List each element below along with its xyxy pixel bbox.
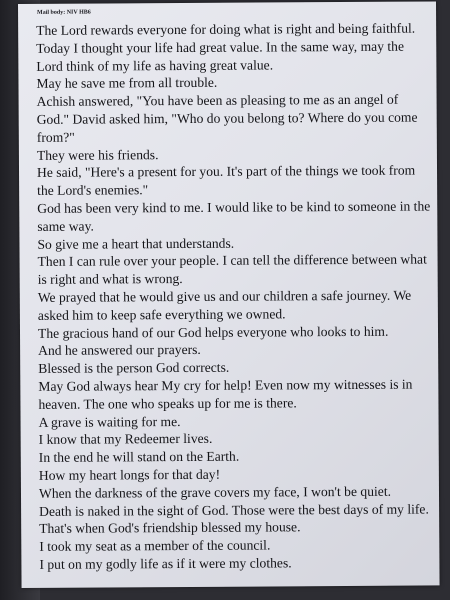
paper-sheet <box>18 1 440 588</box>
text-line: A grave is waiting for me. <box>38 413 181 430</box>
text-line: May he save me from all trouble. <box>36 75 218 92</box>
text-line: So give me a heart that understands. <box>37 235 235 252</box>
document-header: Mail body: NIV HB6 <box>37 9 91 16</box>
text-line: In the end he will stand on the Earth. <box>38 448 240 466</box>
text-line: And he answered our prayers. <box>38 342 201 359</box>
text-line: How my heart longs for that day! <box>38 466 221 483</box>
text-line: Death is naked in the sight of God. Those were the best days of my life. That's when God's friendship blessed my house. <box>39 501 429 537</box>
text-line: Achish answered, "You have been as pleasing to me as an angel of God." David asked him, "Who do you belong to? Where do you come from?" <box>36 91 418 145</box>
text-line: We prayed that he would give us and our children a safe journey. We asked him to keep safe everything we owned. <box>37 287 412 323</box>
text-line: He said, "Here's a present for you. It's part of the things we took from the Lord's enemies." <box>36 162 416 199</box>
text-line: May God always hear My cry for help! Even now my witnesses is in heaven. The one who speaks up for me is there. <box>38 376 413 412</box>
text-line: I took my seat as a member of the council. <box>39 537 271 554</box>
text-line: I know that my Redeemer lives. <box>38 431 213 448</box>
text-line: When the darkness of the grave covers my face, I won't be quiet. <box>38 483 392 501</box>
text-line: I put on my godly life as if it were my clothes. <box>39 555 292 572</box>
text-line: Then I can rule over your people. I can tell the difference between what is right and what is wrong. <box>37 251 427 288</box>
text-line: The gracious hand of our God helps everyone who looks to him. <box>37 323 389 341</box>
text-line: The Lord rewards everyone for doing what is right and being faithful. <box>36 20 416 38</box>
text-line: God has been very kind to me. I would like to be kind to someone in the same way. <box>37 198 431 234</box>
text-line: Today I thought your life had great value. In the same way, may the Lord think of my life as having great value. <box>36 38 405 74</box>
text-line: Blessed is the person God corrects. <box>38 359 230 377</box>
document-body <box>36 19 435 573</box>
text-line: They were his friends. <box>36 146 159 163</box>
